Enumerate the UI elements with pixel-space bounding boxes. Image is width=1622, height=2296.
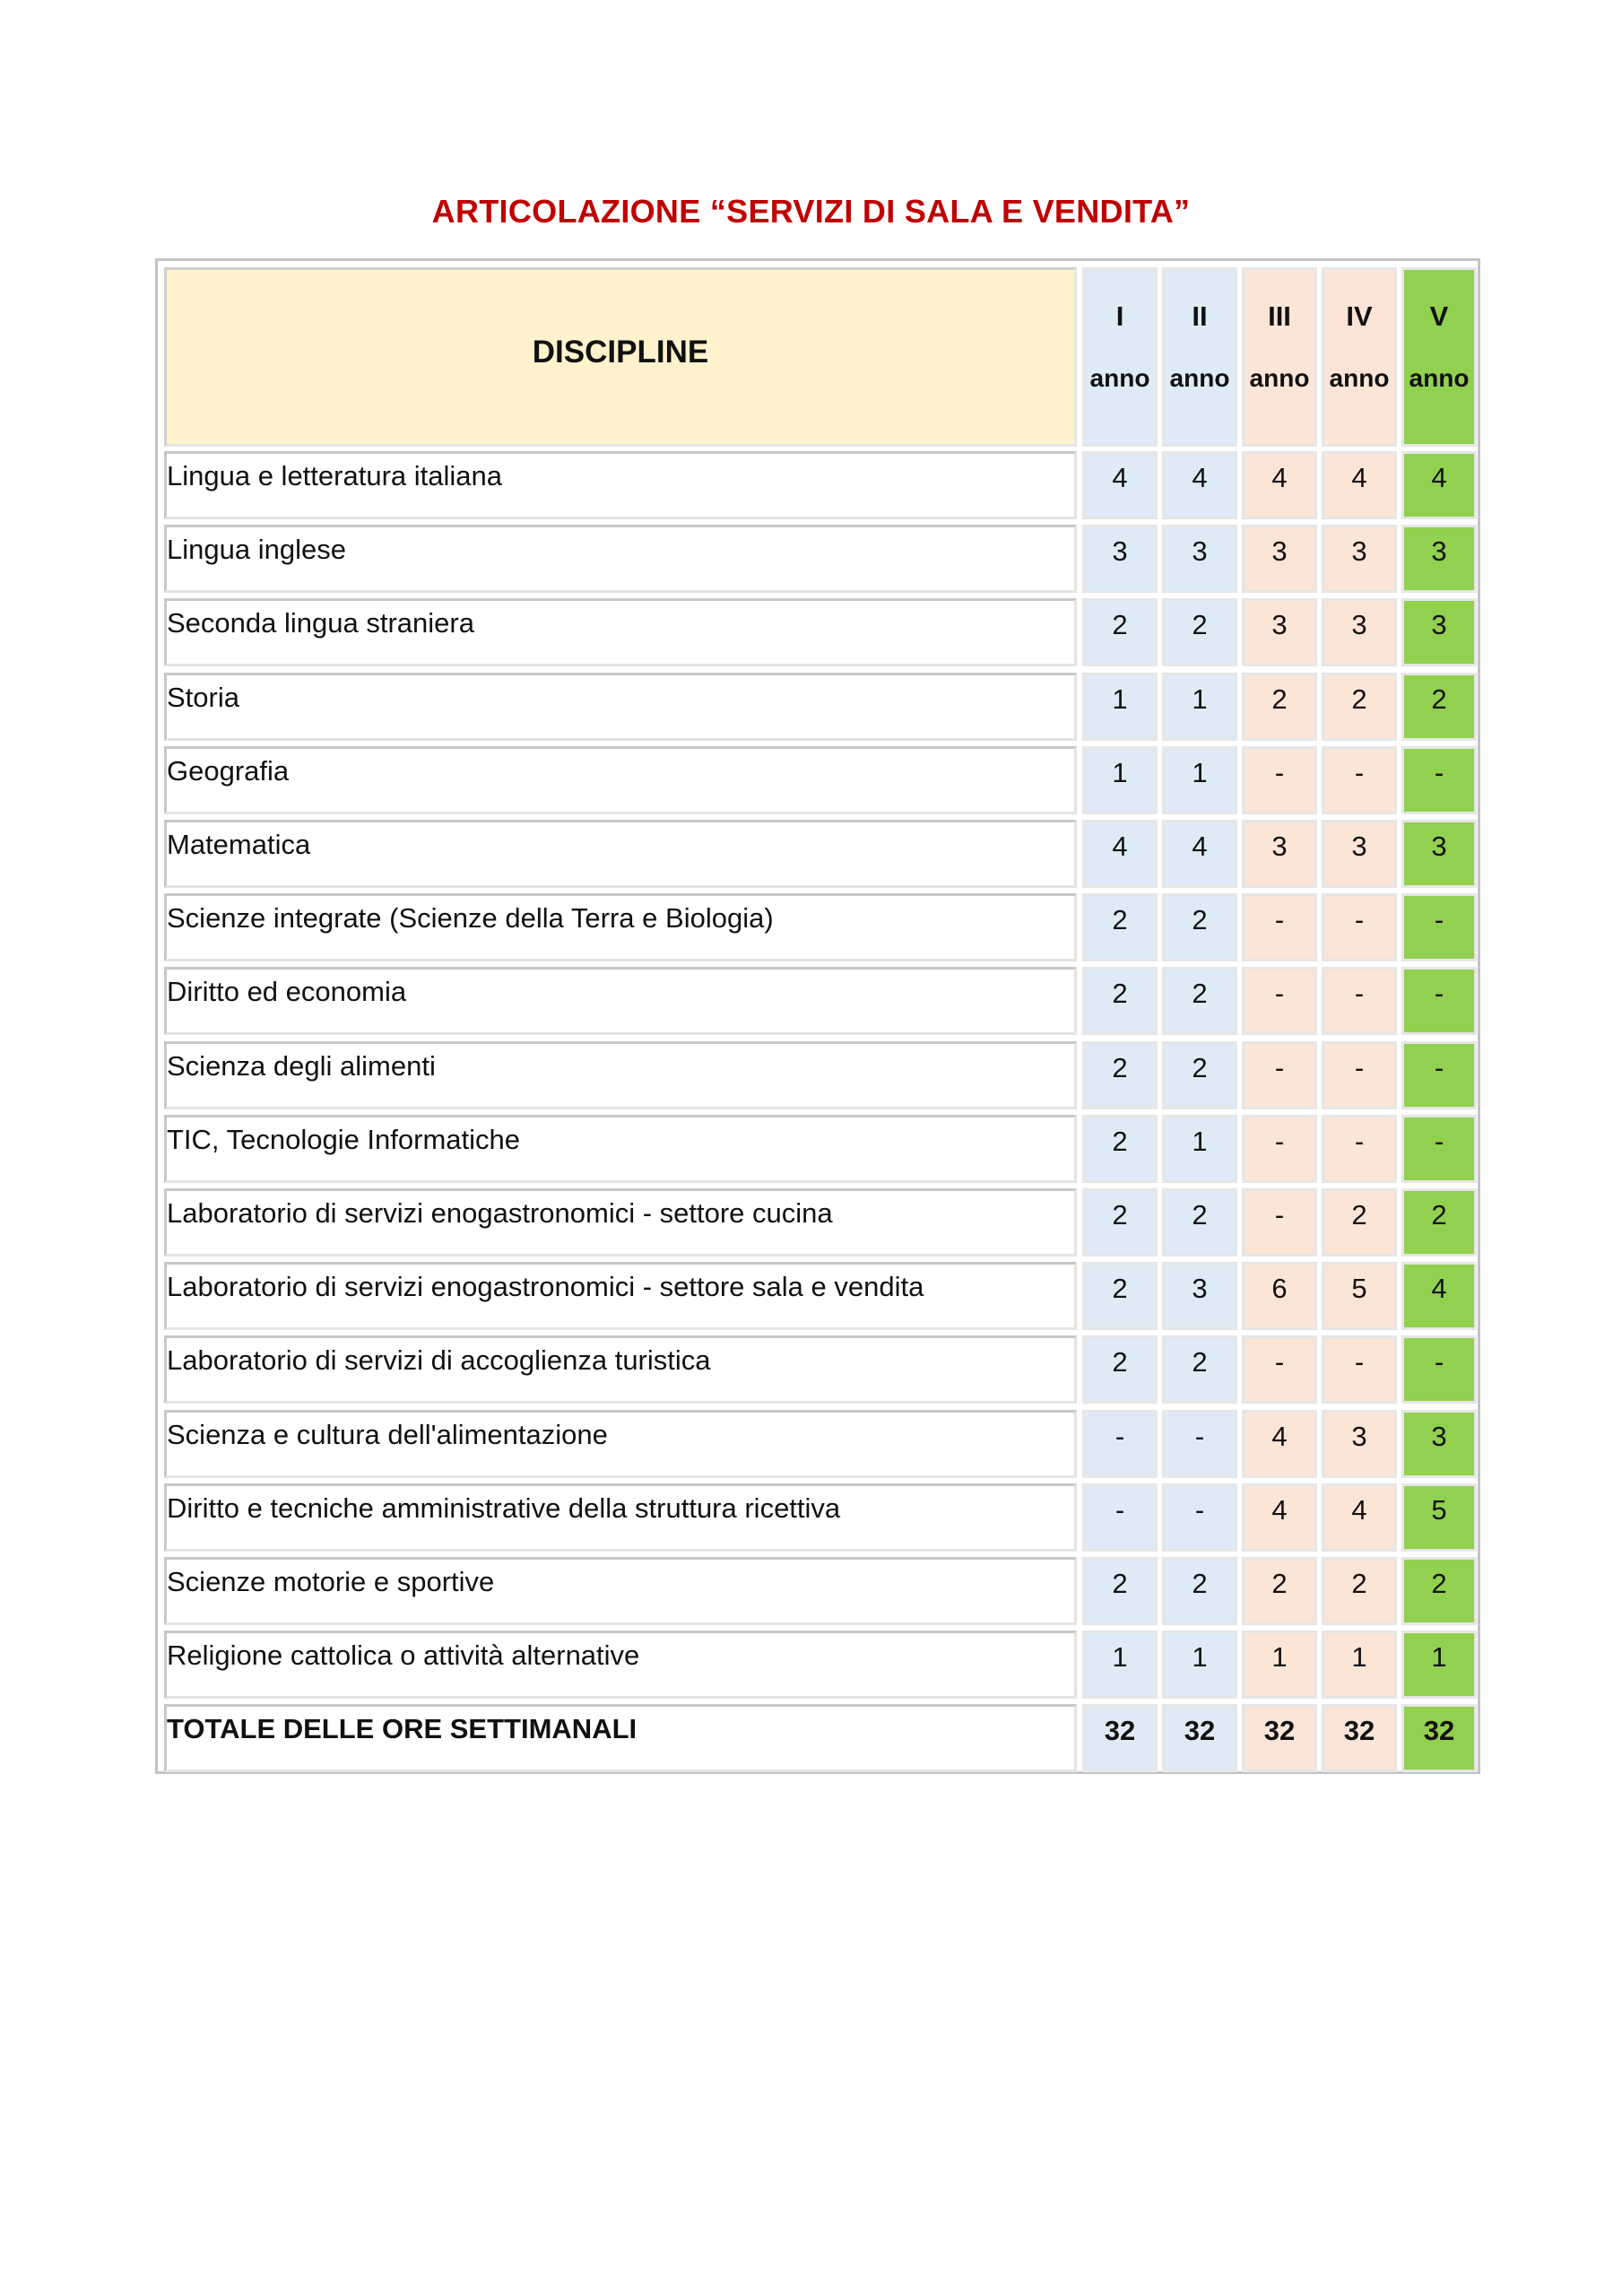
discipline-cell [164, 673, 1077, 741]
total-hours-value: 32 [1423, 1715, 1455, 1746]
header-year-roman: II [1192, 300, 1208, 332]
hours-cell [1401, 673, 1477, 741]
hours-value: 3 [1271, 609, 1288, 640]
header-year-anno: anno [1409, 364, 1470, 392]
hours-value: 2 [1351, 683, 1367, 715]
hours-value: 4 [1431, 462, 1447, 493]
hours-cell [1162, 1335, 1237, 1404]
hours-cell [1242, 1041, 1317, 1109]
total-label-cell [164, 1704, 1077, 1772]
hours-value: 4 [1112, 831, 1128, 862]
hours-value: - [1274, 1052, 1285, 1083]
hours-cell [1162, 893, 1237, 961]
hours-value: - [1434, 1052, 1444, 1083]
hours-cell [1401, 1483, 1477, 1552]
hours-cell [1082, 1335, 1158, 1404]
hours-cell [1162, 1483, 1237, 1552]
total-hours-value: 32 [1104, 1715, 1136, 1746]
total-hours-cell [1401, 1704, 1477, 1772]
hours-value: 1 [1192, 1641, 1208, 1673]
hours-value: 4 [1112, 462, 1128, 493]
hours-cell [1322, 967, 1397, 1035]
hours-value: - [1194, 1421, 1205, 1452]
header-year-cell [1322, 267, 1397, 447]
discipline-name: Laboratorio di servizi enogastronomici - settore sala e vendita [167, 1271, 924, 1302]
hours-cell [1082, 820, 1158, 888]
hours-value: 2 [1271, 1568, 1288, 1599]
hours-cell [1162, 967, 1237, 1035]
hours-value: - [1354, 1126, 1365, 1157]
hours-value: 4 [1351, 462, 1367, 493]
hours-cell [1401, 598, 1477, 666]
discipline-name: Storia [167, 682, 239, 713]
hours-cell [1082, 1557, 1158, 1625]
hours-cell [1082, 1262, 1158, 1330]
hours-value: 1 [1351, 1641, 1367, 1673]
hours-cell [1162, 525, 1237, 593]
hours-value: 4 [1192, 462, 1208, 493]
hours-cell [1401, 1335, 1477, 1404]
hours-value: - [1274, 904, 1285, 935]
discipline-name: Scienza degli alimenti [167, 1050, 436, 1082]
hours-value: 2 [1192, 978, 1208, 1009]
discipline-cell [164, 1041, 1077, 1109]
hours-value: 2 [1192, 1568, 1208, 1599]
hours-value: - [1274, 1346, 1285, 1378]
discipline-cell [164, 1557, 1077, 1625]
hours-cell [1242, 1631, 1317, 1699]
hours-cell [1242, 1115, 1317, 1183]
hours-cell [1322, 746, 1397, 814]
hours-cell [1082, 1483, 1158, 1552]
discipline-cell [164, 746, 1077, 814]
hours-cell [1162, 820, 1237, 888]
hours-cell [1322, 1041, 1397, 1109]
hours-cell [1401, 893, 1477, 961]
hours-cell [1401, 1631, 1477, 1699]
total-label: TOTALE DELLE ORE SETTIMANALI [167, 1713, 638, 1744]
hours-value: 4 [1351, 1494, 1367, 1526]
hours-cell [1401, 451, 1477, 519]
hours-cell [1242, 1262, 1317, 1330]
hours-value: 2 [1192, 609, 1208, 640]
header-year-roman: III [1268, 300, 1291, 332]
discipline-name: Geografia [167, 755, 290, 787]
hours-value: 1 [1271, 1641, 1288, 1673]
hours-value: - [1354, 1346, 1365, 1378]
hours-value: 4 [1271, 1421, 1288, 1452]
hours-value: - [1434, 1346, 1444, 1378]
hours-cell [1401, 1188, 1477, 1257]
hours-cell [1082, 1410, 1158, 1478]
hours-value: 3 [1431, 1421, 1447, 1452]
curriculum-table [155, 258, 1480, 1774]
discipline-cell [164, 598, 1077, 666]
discipline-name: Seconda lingua straniera [167, 607, 474, 639]
discipline-cell [164, 1262, 1077, 1330]
hours-value: 2 [1192, 1346, 1208, 1378]
hours-value: 3 [1431, 535, 1447, 567]
hours-cell [1242, 451, 1317, 519]
header-year-cell [1162, 267, 1237, 447]
hours-cell [1401, 967, 1477, 1035]
hours-value: 3 [1271, 535, 1288, 567]
hours-value: 3 [1351, 831, 1367, 862]
hours-value: 2 [1112, 1568, 1128, 1599]
discipline-name: Laboratorio di servizi enogastronomici - settore cucina [167, 1197, 833, 1229]
discipline-name: Lingua inglese [167, 534, 346, 565]
header-year-anno: anno [1169, 364, 1230, 392]
total-hours-cell [1322, 1704, 1397, 1772]
hours-cell [1401, 746, 1477, 814]
hours-value: 2 [1112, 1273, 1128, 1304]
hours-value: 2 [1351, 1199, 1367, 1231]
hours-cell [1401, 1041, 1477, 1109]
hours-cell [1082, 1631, 1158, 1699]
header-year-roman: IV [1346, 300, 1373, 332]
hours-cell [1322, 1483, 1397, 1552]
hours-value: - [1434, 757, 1444, 788]
hours-cell [1322, 525, 1397, 593]
hours-cell [1162, 451, 1237, 519]
hours-value: 2 [1112, 1199, 1128, 1231]
discipline-cell [164, 525, 1077, 593]
total-hours-value: 32 [1263, 1715, 1296, 1746]
hours-value: 2 [1431, 1199, 1447, 1231]
hours-value: 1 [1112, 1641, 1128, 1673]
hours-cell [1401, 820, 1477, 888]
discipline-cell [164, 1335, 1077, 1404]
hours-value: 2 [1112, 1346, 1128, 1378]
hours-value: - [1434, 1126, 1444, 1157]
hours-cell [1162, 1041, 1237, 1109]
hours-value: 1 [1112, 683, 1128, 715]
hours-cell [1242, 820, 1317, 888]
hours-cell [1242, 746, 1317, 814]
discipline-name: Scienze motorie e sportive [167, 1566, 495, 1597]
hours-value: - [1354, 978, 1365, 1009]
hours-value: 4 [1192, 831, 1208, 862]
hours-value: 2 [1351, 1568, 1367, 1599]
hours-cell [1401, 1262, 1477, 1330]
hours-value: 3 [1431, 609, 1447, 640]
hours-cell [1082, 1188, 1158, 1257]
hours-value: 5 [1431, 1494, 1447, 1526]
hours-value: 3 [1271, 831, 1288, 862]
hours-cell [1242, 1410, 1317, 1478]
hours-cell [1162, 1188, 1237, 1257]
hours-cell [1242, 1335, 1317, 1404]
hours-value: - [1115, 1421, 1125, 1452]
hours-value: 2 [1112, 1126, 1128, 1157]
hours-cell [1242, 598, 1317, 666]
hours-cell [1082, 598, 1158, 666]
hours-value: 3 [1192, 535, 1208, 567]
hours-cell [1242, 1557, 1317, 1625]
hours-value: - [1274, 757, 1285, 788]
discipline-name: Diritto ed economia [167, 976, 407, 1007]
hours-cell [1242, 1188, 1317, 1257]
hours-cell [1322, 673, 1397, 741]
total-hours-value: 32 [1343, 1715, 1375, 1746]
hours-cell [1322, 893, 1397, 961]
hours-cell [1162, 598, 1237, 666]
hours-cell [1082, 967, 1158, 1035]
header-year-roman: V [1429, 300, 1449, 332]
hours-cell [1082, 673, 1158, 741]
discipline-name: Scienze integrate (Scienze della Terra e Biologia) [167, 902, 774, 934]
header-year-anno: anno [1089, 364, 1150, 392]
hours-value: 4 [1271, 1494, 1288, 1526]
header-discipline-label: DISCIPLINE [532, 335, 709, 370]
discipline-cell [164, 1115, 1077, 1183]
hours-cell [1322, 1262, 1397, 1330]
hours-cell [1322, 1410, 1397, 1478]
hours-value: - [1354, 757, 1365, 788]
hours-value: 6 [1271, 1273, 1288, 1304]
hours-value: 2 [1192, 1199, 1208, 1231]
hours-cell [1322, 598, 1397, 666]
header-year-cell [1082, 267, 1158, 447]
discipline-name: Matematica [167, 829, 311, 860]
total-hours-value: 32 [1184, 1715, 1216, 1746]
hours-value: - [1354, 1052, 1365, 1083]
hours-cell [1401, 525, 1477, 593]
hours-value: 2 [1112, 1052, 1128, 1083]
hours-value: 3 [1351, 535, 1367, 567]
header-year-cell [1242, 267, 1317, 447]
hours-cell [1162, 1115, 1237, 1183]
discipline-name: Diritto e tecniche amministrative della struttura ricettiva [167, 1492, 841, 1524]
hours-cell [1242, 1483, 1317, 1552]
hours-value: - [1354, 904, 1365, 935]
hours-cell [1322, 1188, 1397, 1257]
hours-value: - [1434, 978, 1444, 1009]
discipline-cell [164, 1483, 1077, 1552]
header-discipline-cell [164, 267, 1077, 447]
hours-value: 4 [1431, 1273, 1447, 1304]
hours-value: 2 [1192, 904, 1208, 935]
hours-value: 1 [1112, 757, 1128, 788]
hours-cell [1401, 1115, 1477, 1183]
hours-cell [1082, 525, 1158, 593]
hours-value: 2 [1112, 609, 1128, 640]
hours-cell [1242, 967, 1317, 1035]
hours-cell [1322, 820, 1397, 888]
header-year-anno: anno [1329, 364, 1390, 392]
hours-cell [1162, 1262, 1237, 1330]
hours-cell [1082, 451, 1158, 519]
hours-cell [1082, 1041, 1158, 1109]
hours-value: 3 [1112, 535, 1128, 567]
hours-cell [1162, 1557, 1237, 1625]
hours-value: 1 [1192, 1126, 1208, 1157]
discipline-cell [164, 967, 1077, 1035]
hours-cell [1322, 1631, 1397, 1699]
hours-value: - [1434, 904, 1444, 935]
hours-cell [1162, 1410, 1237, 1478]
hours-cell [1162, 746, 1237, 814]
hours-value: 3 [1351, 1421, 1367, 1452]
header-year-cell [1401, 267, 1477, 447]
hours-value: 2 [1112, 904, 1128, 935]
hours-cell [1401, 1557, 1477, 1625]
discipline-cell [164, 893, 1077, 961]
hours-cell [1322, 1335, 1397, 1404]
hours-cell [1162, 673, 1237, 741]
discipline-name: TIC, Tecnologie Informatiche [167, 1124, 521, 1155]
hours-value: 2 [1192, 1052, 1208, 1083]
hours-cell [1082, 746, 1158, 814]
hours-cell [1162, 1631, 1237, 1699]
discipline-cell [164, 1631, 1077, 1699]
hours-value: 3 [1351, 609, 1367, 640]
hours-value: - [1194, 1494, 1205, 1526]
hours-cell [1401, 1410, 1477, 1478]
discipline-name: Scienza e cultura dell'alimentazione [167, 1419, 608, 1450]
hours-value: 2 [1431, 1568, 1447, 1599]
hours-value: 2 [1112, 978, 1128, 1009]
hours-cell [1322, 451, 1397, 519]
hours-value: - [1274, 1126, 1285, 1157]
hours-cell [1242, 673, 1317, 741]
hours-value: 2 [1431, 683, 1447, 715]
hours-cell [1082, 893, 1158, 961]
page-title: ARTICOLAZIONE “SERVIZI DI SALA E VENDITA” [431, 193, 1191, 230]
discipline-name: Religione cattolica o attività alternative [167, 1639, 640, 1671]
hours-value: 1 [1192, 683, 1208, 715]
hours-value: 2 [1271, 683, 1288, 715]
hours-value: - [1274, 978, 1285, 1009]
hours-value: 4 [1271, 462, 1288, 493]
total-hours-cell [1242, 1704, 1317, 1772]
hours-cell [1322, 1115, 1397, 1183]
hours-cell [1242, 525, 1317, 593]
hours-value: 1 [1431, 1641, 1447, 1673]
hours-cell [1322, 1557, 1397, 1625]
total-hours-cell [1162, 1704, 1237, 1772]
hours-value: 3 [1192, 1273, 1208, 1304]
hours-cell [1242, 893, 1317, 961]
header-year-anno: anno [1249, 364, 1310, 392]
hours-value: - [1274, 1199, 1285, 1231]
hours-value: 5 [1351, 1273, 1367, 1304]
header-year-roman: I [1115, 300, 1124, 332]
discipline-name: Lingua e letteratura italiana [167, 460, 502, 491]
total-hours-cell [1082, 1704, 1158, 1772]
hours-value: - [1115, 1494, 1125, 1526]
discipline-cell [164, 1410, 1077, 1478]
hours-cell [1082, 1115, 1158, 1183]
hours-value: 1 [1192, 757, 1208, 788]
discipline-name: Laboratorio di servizi di accoglienza turistica [167, 1344, 711, 1376]
discipline-cell [164, 1188, 1077, 1257]
hours-value: 3 [1431, 831, 1447, 862]
discipline-cell [164, 820, 1077, 888]
discipline-cell [164, 451, 1077, 519]
